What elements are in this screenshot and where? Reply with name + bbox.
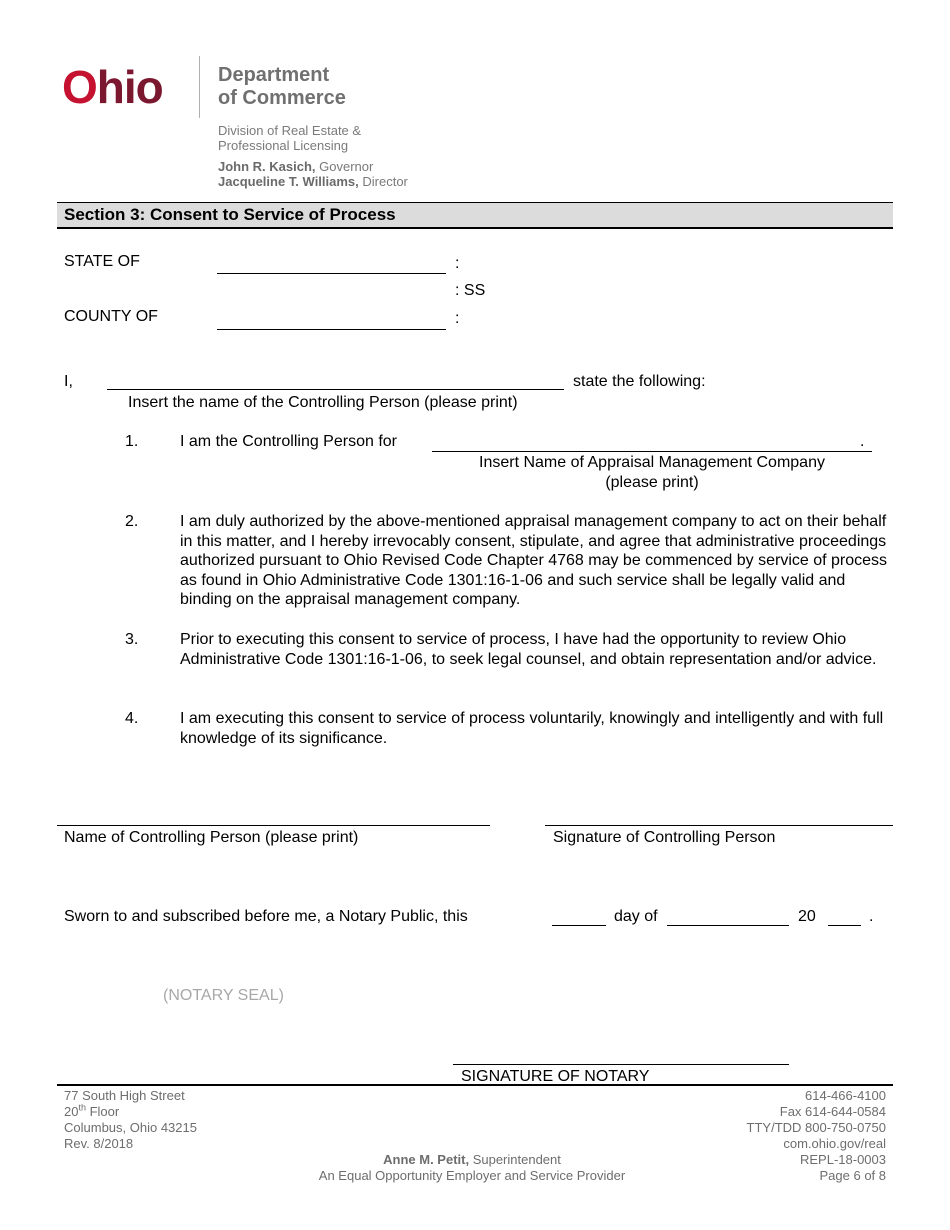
notary-signature-line[interactable]: [453, 1064, 789, 1065]
controlling-person-caption: Insert the name of the Controlling Person (please print): [128, 394, 518, 411]
item-4-number: 4.: [125, 710, 139, 727]
signature-of-controlling-person-label: Signature of Controlling Person: [553, 829, 776, 846]
controlling-person-signature-line[interactable]: [545, 825, 893, 826]
department-name: [218, 64, 346, 110]
website-link[interactable]: com.ohio.gov/real: [783, 1136, 886, 1151]
item-3-text: Prior to executing this consent to service of process, I have had the opportunity to review Ohio Administrative Code 1301:16-1-06, to seek legal counsel, and obtain representation and/or advice.: [180, 631, 877, 668]
item-3-number: 3.: [125, 631, 139, 648]
governor-line: [218, 159, 408, 174]
logo-letter-o: O: [62, 61, 97, 113]
declaration-suffix: state the following:: [573, 373, 706, 390]
item-1-number: 1.: [125, 433, 139, 450]
floor-number: 20: [64, 1104, 79, 1119]
form-id: REPL-18-0003: [800, 1152, 886, 1167]
sworn-text: Sworn to and subscribed before me, a Notary Public, this: [64, 908, 468, 925]
item-4-text: I am executing this consent to service of process voluntarily, knowingly and intelligently and with full knowledge of its significance.: [180, 710, 884, 747]
eeo-statement: An Equal Opportunity Employer and Service Provider: [318, 1168, 626, 1183]
day-field[interactable]: [552, 925, 606, 926]
floor-word: Floor: [85, 1104, 120, 1119]
footer-rule: [57, 1084, 893, 1086]
superintendent-name: Anne M. Petit,: [383, 1152, 470, 1167]
year-prefix: 20: [798, 908, 816, 925]
state-colon: :: [455, 255, 460, 272]
notary-period: .: [869, 908, 874, 925]
item-1-period: .: [860, 433, 865, 450]
address-line-1: 77 South High Street: [64, 1088, 185, 1103]
governor-title: Governor: [315, 159, 374, 174]
phone: 614-466-4100: [805, 1088, 886, 1103]
revision: Rev. 8/2018: [64, 1136, 134, 1151]
fax: Fax 614-644-0584: [779, 1104, 886, 1119]
logo-divider: [199, 56, 200, 118]
tty: TTY/TDD 800-750-0750: [746, 1120, 886, 1135]
amc-caption-line-2: (please print): [605, 474, 699, 491]
division-name: [218, 123, 361, 153]
item-2-number: 2.: [125, 513, 139, 530]
address-line-2: [64, 1104, 197, 1120]
controlling-person-name-field[interactable]: [107, 389, 564, 390]
county-of-label: COUNTY OF: [64, 308, 158, 325]
governor-name: John R. Kasich,: [218, 159, 316, 174]
division-line-1: Division of Real Estate &: [218, 123, 362, 138]
division-line-2: Professional Licensing: [218, 138, 349, 153]
footer-center: [0, 1152, 944, 1184]
ohio-logo: [62, 58, 163, 116]
director-title: Director: [358, 174, 408, 189]
controlling-person-name-line[interactable]: [57, 825, 490, 826]
director-name: Jacqueline T. Williams,: [218, 174, 359, 189]
officials: [218, 159, 408, 189]
logo-letters-hio: hio: [96, 61, 163, 113]
amc-name-field[interactable]: [432, 451, 872, 452]
county-colon: :: [455, 310, 460, 327]
page-number: Page 6 of 8: [819, 1168, 886, 1183]
amc-caption-line-1: Insert Name of Appraisal Management Company: [479, 454, 825, 471]
name-of-controlling-person-label: Name of Controlling Person (please print): [64, 829, 359, 846]
dept-line-2: of Commerce: [218, 87, 346, 109]
day-of-label: day of: [614, 908, 658, 925]
signature-of-notary-label: SIGNATURE OF NOTARY: [461, 1068, 650, 1085]
declaration-prefix: I,: [64, 373, 73, 390]
item-2-text: I am duly authorized by the above-mentioned appraisal management company to act on their behalf in this matter, and I hereby irrevocably consent, stipulate, and agree that administrative proceedings authorized pursuant to Ohio Revised Code Chapter 4768 may be commenced by service of process as found in Ohio Administrative Code 1301:16-1-06 and such service shall be legally valid and binding on the appraisal management company.: [180, 513, 888, 608]
footer-address: [64, 1088, 197, 1152]
notary-seal-placeholder: (NOTARY SEAL): [163, 987, 284, 1004]
year-field[interactable]: [828, 925, 861, 926]
section-title: Section 3: Consent to Service of Process: [64, 205, 396, 224]
superintendent-line: [0, 1152, 944, 1168]
superintendent-title: Superintendent: [469, 1152, 561, 1167]
state-of-label: STATE OF: [64, 253, 140, 270]
floor-suffix: th: [78, 1102, 86, 1113]
item-1-text: I am the Controlling Person for: [180, 433, 397, 450]
address-line-3: Columbus, Ohio 43215: [64, 1120, 197, 1135]
month-field[interactable]: [667, 925, 789, 926]
ss-label: : SS: [455, 282, 486, 299]
county-of-field[interactable]: [217, 329, 446, 330]
director-line: [218, 174, 408, 189]
dept-line-1: Department: [218, 64, 330, 86]
state-of-field[interactable]: [217, 273, 446, 274]
